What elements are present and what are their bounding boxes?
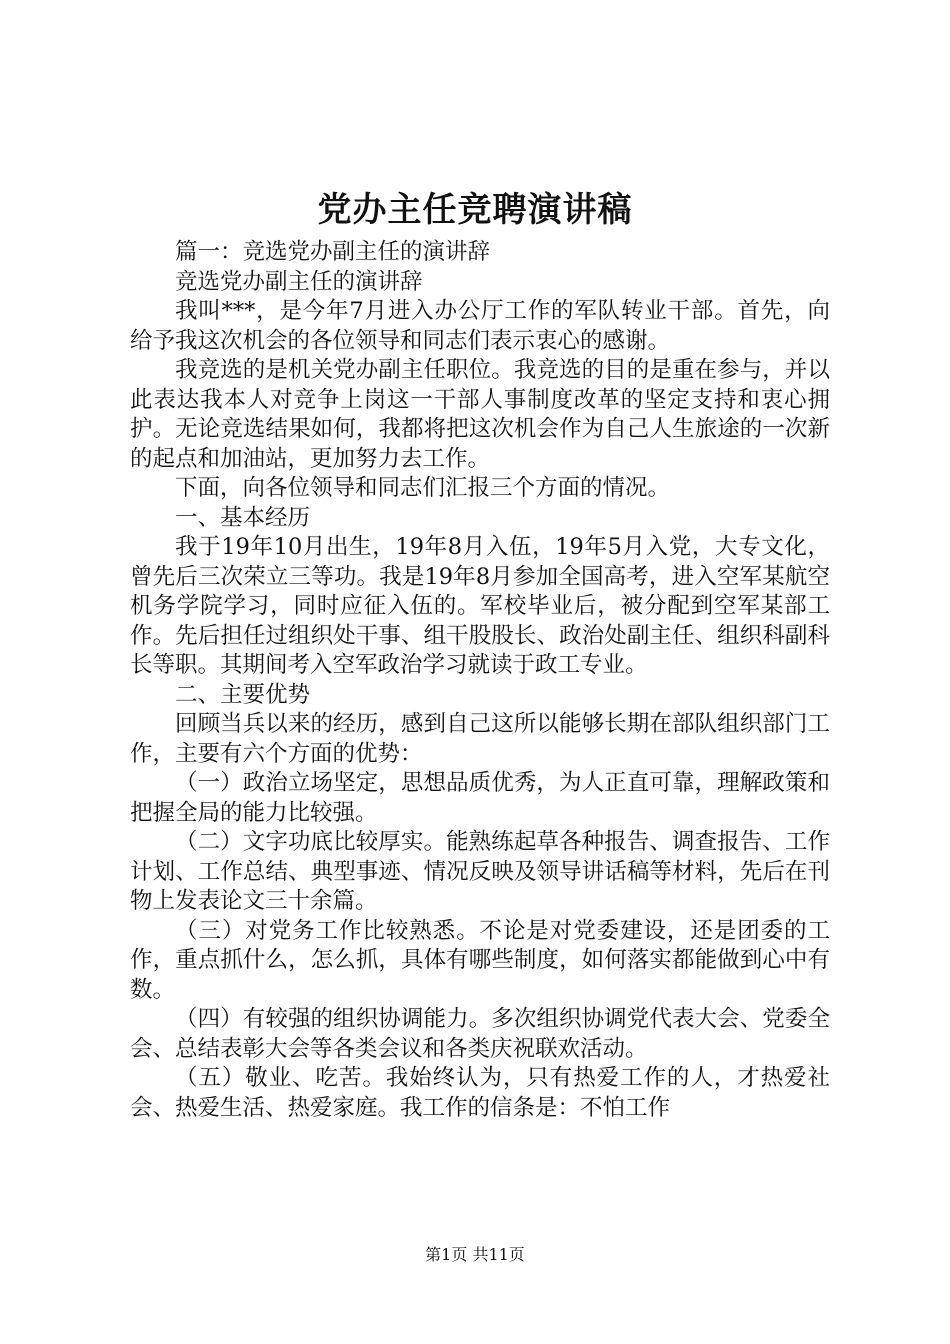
paragraph: 我叫***，是今年7月进入办公厅工作的军队转业干部。首先，向给予我这次机会的各位领导和同志们表示衷心的感谢。 — [130, 298, 830, 354]
paragraph: 竞选党办副主任的演讲辞 — [175, 268, 423, 295]
paragraph: 篇一：竞选党办副主任的演讲辞 — [175, 239, 491, 265]
document-title: 党办主任竞聘演讲稿 — [317, 190, 633, 230]
paragraph: 我于19年10月出生，19年8月入伍，19年5月入党，大专文化，曾先后三次荣立三等功。我是19年8月参加全国高考，进入空军某航空机务学院学习，同时应征入伍的。军校毕业后，被分配到空军某部工作。先后担任过组织处干事、组干股股长、政治处副主任、组织科副科长等职。其期间考入空军政治学习就读于政工专业。 — [130, 534, 830, 678]
paragraph: （三）对党务工作比较熟悉。不论是对党委建设，还是团委的工作，重点抓什么，怎么抓，具体有哪些制度，如何落实都能做到心中有数。 — [130, 917, 830, 1003]
section-heading: 二、主要优势 — [175, 681, 311, 708]
document-body — [130, 238, 830, 1123]
paragraph: （四）有较强的组织协调能力。多次组织协调党代表大会、党委全会、总结表彰大会等各类会议和各类庆祝联欢活动。 — [130, 1006, 830, 1062]
paragraph: （一）政治立场坚定，思想品质优秀，为人正直可靠，理解政策和把握全局的能力比较强。 — [130, 770, 830, 826]
paragraph: 我竞选的是机关党办副主任职位。我竞选的目的是重在参与，并以此表达我本人对竞争上岗这一干部人事制度改革的坚定支持和衷心拥护。无论竞选结果如何，我都将把这次机会作为自己人生旅途的一次新的起点和加油站，更加努力去工作。 — [130, 357, 830, 472]
page-footer: 第1页 共11页 — [425, 1245, 525, 1264]
paragraph: 下面，向各位领导和同志们汇报三个方面的情况。 — [175, 475, 671, 501]
paragraph: 回顾当兵以来的经历，感到自己这所以能够长期在部队组织部门工作，主要有六个方面的优势： — [130, 711, 830, 767]
section-heading: 一、基本经历 — [175, 504, 311, 531]
paragraph: （五）敬业、吃苦。我始终认为，只有热爱工作的人，才热爱社会、热爱生活、热爱家庭。我工作的信条是：不怕工作 — [130, 1065, 830, 1121]
paragraph: （二）文字功底比较厚实。能熟练起草各种报告、调查报告、工作计划、工作总结、典型事迹、情况反映及领导讲话稿等材料，先后在刊物上发表论文三十余篇。 — [130, 829, 830, 914]
